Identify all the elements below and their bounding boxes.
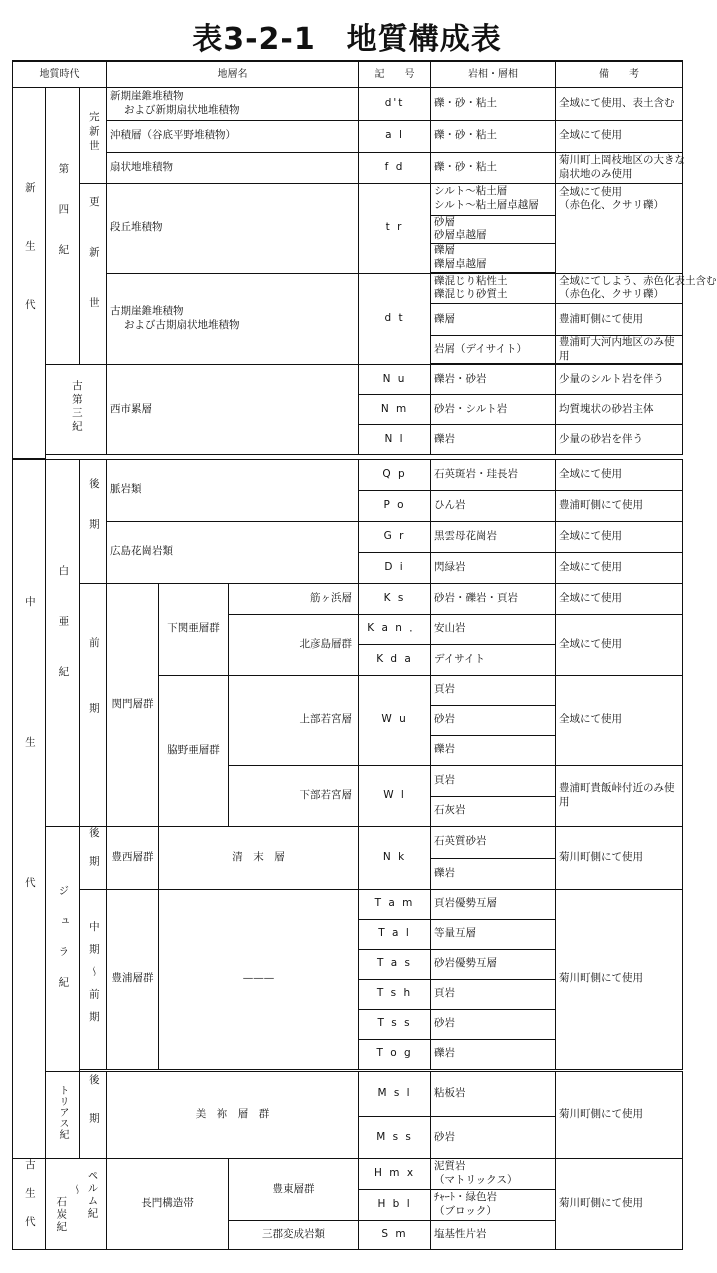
table-row: [13, 183, 683, 215]
symbol-cell: T o g: [359, 1039, 431, 1069]
remarks-cell: 全域にて使用: [556, 521, 683, 552]
formation-cell: 脈岩類: [107, 459, 359, 521]
formation-cell: 古期崖錐堆積物 および古期扇状地堆積物: [107, 273, 359, 364]
nagato-tectonic-zone: 長門構造帯: [107, 1158, 229, 1249]
page-title: 表3-2-1 地質構成表: [192, 22, 502, 57]
remarks-cell: 豊浦町側にて使用: [556, 303, 683, 335]
lithology-cell: 黒雲母花崗岩: [431, 521, 556, 552]
symbol-cell: K d a: [359, 644, 431, 675]
lithology-cell: 砂岩・シルト岩: [431, 395, 556, 425]
upper-wakamiya-formation: 上部若宮層: [229, 675, 359, 765]
remarks-cell: 少量のシルト岩を伴う: [556, 365, 683, 395]
lithology-cell: 礫・砂・粘土: [431, 87, 556, 120]
sangun-metamorphic: 三郡変成岩類: [229, 1220, 359, 1249]
symbol-cell: G r: [359, 521, 431, 552]
toyoura-dash: ———: [159, 889, 359, 1069]
epoch-late: 後期: [80, 459, 107, 583]
toyoura-group: 豊浦層群: [107, 889, 159, 1069]
lithology-cell: 砂層 砂層卓越層: [431, 215, 556, 243]
header-remarks: 備 考: [556, 61, 683, 87]
remarks-cell: 少量の砂岩を伴う: [556, 425, 683, 455]
epoch-late: 後期: [80, 826, 107, 889]
table-row: [13, 583, 683, 614]
symbol-cell: T a m: [359, 889, 431, 919]
period-jurassic: ジュラ紀: [46, 826, 80, 1071]
table-row: [13, 273, 683, 303]
formation-cell: 扇状地堆積物: [107, 152, 359, 183]
lithology-cell: 砂岩: [431, 1009, 556, 1039]
header-formation: 地層名: [107, 61, 359, 87]
lithology-cell: 礫岩・砂岩: [431, 365, 556, 395]
remarks-cell: 全域にて使用: [556, 552, 683, 583]
lithology-cell: シルト～粘土層 シルト～粘土層卓越層: [431, 183, 556, 215]
symbol-cell: M s s: [359, 1116, 431, 1158]
epoch-early: 前期: [80, 583, 107, 826]
lithology-cell: 閃緑岩: [431, 552, 556, 583]
lithology-cell: 礫岩: [431, 858, 556, 889]
symbol-cell: t r: [359, 183, 431, 273]
period-permian-carboniferous: ペルム紀 ～ 石炭紀: [46, 1158, 107, 1249]
remarks-cell: 全域にて使用: [556, 675, 683, 765]
symbol-cell: N m: [359, 395, 431, 425]
symbol-cell: W u: [359, 675, 431, 765]
header-symbol: 記 号: [359, 61, 431, 87]
symbol-cell: N l: [359, 425, 431, 455]
lithology-cell: 等量互層: [431, 919, 556, 949]
symbol-cell: d't: [359, 87, 431, 120]
table-row: [13, 1069, 683, 1070]
lithology-cell: 礫・砂・粘土: [431, 120, 556, 152]
lithology-cell: 頁岩優勢互層: [431, 889, 556, 919]
header-era: 地質時代: [13, 61, 107, 87]
symbol-cell: W l: [359, 765, 431, 826]
period-triassic: トリアス紀: [46, 1071, 80, 1158]
symbol-cell: d t: [359, 273, 431, 364]
remarks-cell: 均質塊状の砂岩主体: [556, 395, 683, 425]
symbol-cell: T a l: [359, 919, 431, 949]
lithology-cell: ﾁｬｰﾄ・緑色岩 （ブロック）: [431, 1189, 556, 1220]
header-row: [13, 61, 683, 87]
era-mesozoic: 中生代: [13, 459, 46, 1158]
era-cenozoic: 新生代: [13, 87, 46, 458]
epoch-late: 後期: [80, 1071, 107, 1158]
lithology-cell: 塩基性片岩: [431, 1220, 556, 1249]
remarks-cell: 菊川町上岡枝地区の大きな 扇状地のみ使用: [556, 152, 683, 183]
lithology-cell: 砂岩優勢互層: [431, 949, 556, 979]
lithology-cell: 粘板岩: [431, 1071, 556, 1116]
epoch-middle-early: 中期～前期: [80, 889, 107, 1069]
shimonoseki-subgroup: 下関亜層群: [159, 583, 229, 675]
period-paleogene: 古第三紀: [46, 365, 107, 455]
symbol-cell: H m x: [359, 1158, 431, 1189]
symbol-cell: Q p: [359, 459, 431, 490]
lithology-cell: 頁岩: [431, 765, 556, 796]
symbol-cell: K s: [359, 583, 431, 614]
symbol-cell: N k: [359, 826, 431, 889]
symbol-cell: T a s: [359, 949, 431, 979]
table-row: [13, 120, 683, 152]
lithology-cell: デイサイト: [431, 644, 556, 675]
lithology-cell: 泥質岩 （マトリックス）: [431, 1158, 556, 1189]
symbol-cell: S m: [359, 1220, 431, 1249]
kitahikoshima-group: 北彦島層群: [229, 614, 359, 675]
lithology-cell: 頁岩: [431, 979, 556, 1009]
formation-cell: 段丘堆積物: [107, 183, 359, 273]
table-row: [13, 1158, 683, 1189]
formation-cell: 沖積層（谷底平野堆積物）: [107, 120, 359, 152]
remarks-cell: 全域にて使用: [556, 583, 683, 614]
epoch-holocene: 完新世: [80, 87, 107, 183]
symbol-cell: D i: [359, 552, 431, 583]
lithology-cell: 礫岩: [431, 425, 556, 455]
toyonishi-group: 豊西層群: [107, 826, 159, 889]
lithology-cell: 砂岩: [431, 1116, 556, 1158]
table-row: [13, 87, 683, 120]
lithology-cell: 礫混じり粘性土 礫混じり砂質土: [431, 273, 556, 303]
lithology-cell: 石灰岩: [431, 796, 556, 826]
symbol-cell: M s l: [359, 1071, 431, 1116]
symbol-cell: K a n ．: [359, 614, 431, 644]
table-row: [13, 459, 683, 490]
lithology-cell: 岩屑（デイサイト）: [431, 335, 556, 363]
symbol-cell: P o: [359, 490, 431, 521]
remarks-cell: 豊浦町側にて使用: [556, 490, 683, 521]
remarks-cell: 菊川町側にて使用: [556, 1071, 683, 1158]
remarks-cell: 全域にて使用: [556, 459, 683, 490]
geology-table: [12, 60, 717, 1250]
symbol-cell: a l: [359, 120, 431, 152]
table-row: [13, 457, 683, 458]
kiyosue-formation: 清 末 層: [159, 826, 359, 889]
table-row: [13, 455, 683, 456]
symbol-cell: T s h: [359, 979, 431, 1009]
formation-cell: 広島花崗岩類: [107, 521, 359, 583]
lithology-cell: 礫岩: [431, 1039, 556, 1069]
symbol-cell: f d: [359, 152, 431, 183]
table-row: [13, 365, 683, 395]
table-row: [13, 521, 683, 552]
sujigahama-formation: 筋ヶ浜層: [229, 583, 359, 614]
lithology-cell: 石英質砂岩: [431, 826, 556, 858]
lithology-cell: 礫層 礫層卓越層: [431, 243, 556, 272]
remarks-cell: 全域にて使用 （赤色化、クサリ礫）: [556, 183, 683, 273]
symbol-cell: T s s: [359, 1009, 431, 1039]
header-lithology: 岩相・層相: [431, 61, 556, 87]
period-quaternary: 第四紀: [46, 87, 80, 365]
symbol-cell: H b l: [359, 1189, 431, 1220]
lithology-cell: 安山岩: [431, 614, 556, 644]
lithology-cell: 礫岩: [431, 735, 556, 765]
remarks-cell: 全域にてしよう、赤色化表土含む （赤色化、クサリ礫）: [556, 273, 683, 303]
remarks-cell: 全域にて使用、表土含む: [556, 87, 683, 120]
toyogahigashi-group: 豊東層群: [229, 1158, 359, 1220]
lithology-cell: 頁岩: [431, 675, 556, 705]
lithology-cell: 石英斑岩・珪長岩: [431, 459, 556, 490]
lithology-cell: 礫層: [431, 303, 556, 335]
lithology-cell: ひん岩: [431, 490, 556, 521]
table-row: [13, 889, 683, 919]
era-paleozoic: 古生代: [13, 1158, 46, 1249]
formation-cell: 西市累層: [107, 365, 359, 455]
wakino-subgroup: 脇野亜層群: [159, 675, 229, 826]
remarks-cell: 豊浦町大河内地区のみ使用: [556, 335, 683, 363]
epoch-pleistocene: 更新世: [80, 183, 107, 365]
mine-group: 美 祢 層 群: [107, 1071, 359, 1158]
remarks-cell: 菊川町側にて使用: [556, 826, 683, 889]
table-row: [13, 456, 683, 457]
lithology-cell: 礫・砂・粘土: [431, 152, 556, 183]
table-row: [13, 1071, 683, 1116]
table-row: [13, 152, 683, 183]
remarks-cell: 豊浦町貴飯峠付近のみ使用: [556, 765, 683, 826]
remarks-cell: 菊川町側にて使用: [556, 889, 683, 1069]
symbol-cell: N u: [359, 365, 431, 395]
kanmon-group: 関門層群: [107, 583, 159, 826]
table-row: [13, 826, 683, 858]
formation-cell: 新期崖錐堆積物 および新期扇状地堆積物: [107, 87, 359, 120]
period-cretaceous: 白亜紀: [46, 459, 80, 826]
lower-wakamiya-formation: 下部若宮層: [229, 765, 359, 826]
remarks-cell: 全域にて使用: [556, 614, 683, 675]
remarks-cell: 菊川町側にて使用: [556, 1158, 683, 1249]
remarks-cell: 全域にて使用: [556, 120, 683, 152]
lithology-cell: 砂岩: [431, 705, 556, 735]
lithology-cell: 砂岩・礫岩・頁岩: [431, 583, 556, 614]
